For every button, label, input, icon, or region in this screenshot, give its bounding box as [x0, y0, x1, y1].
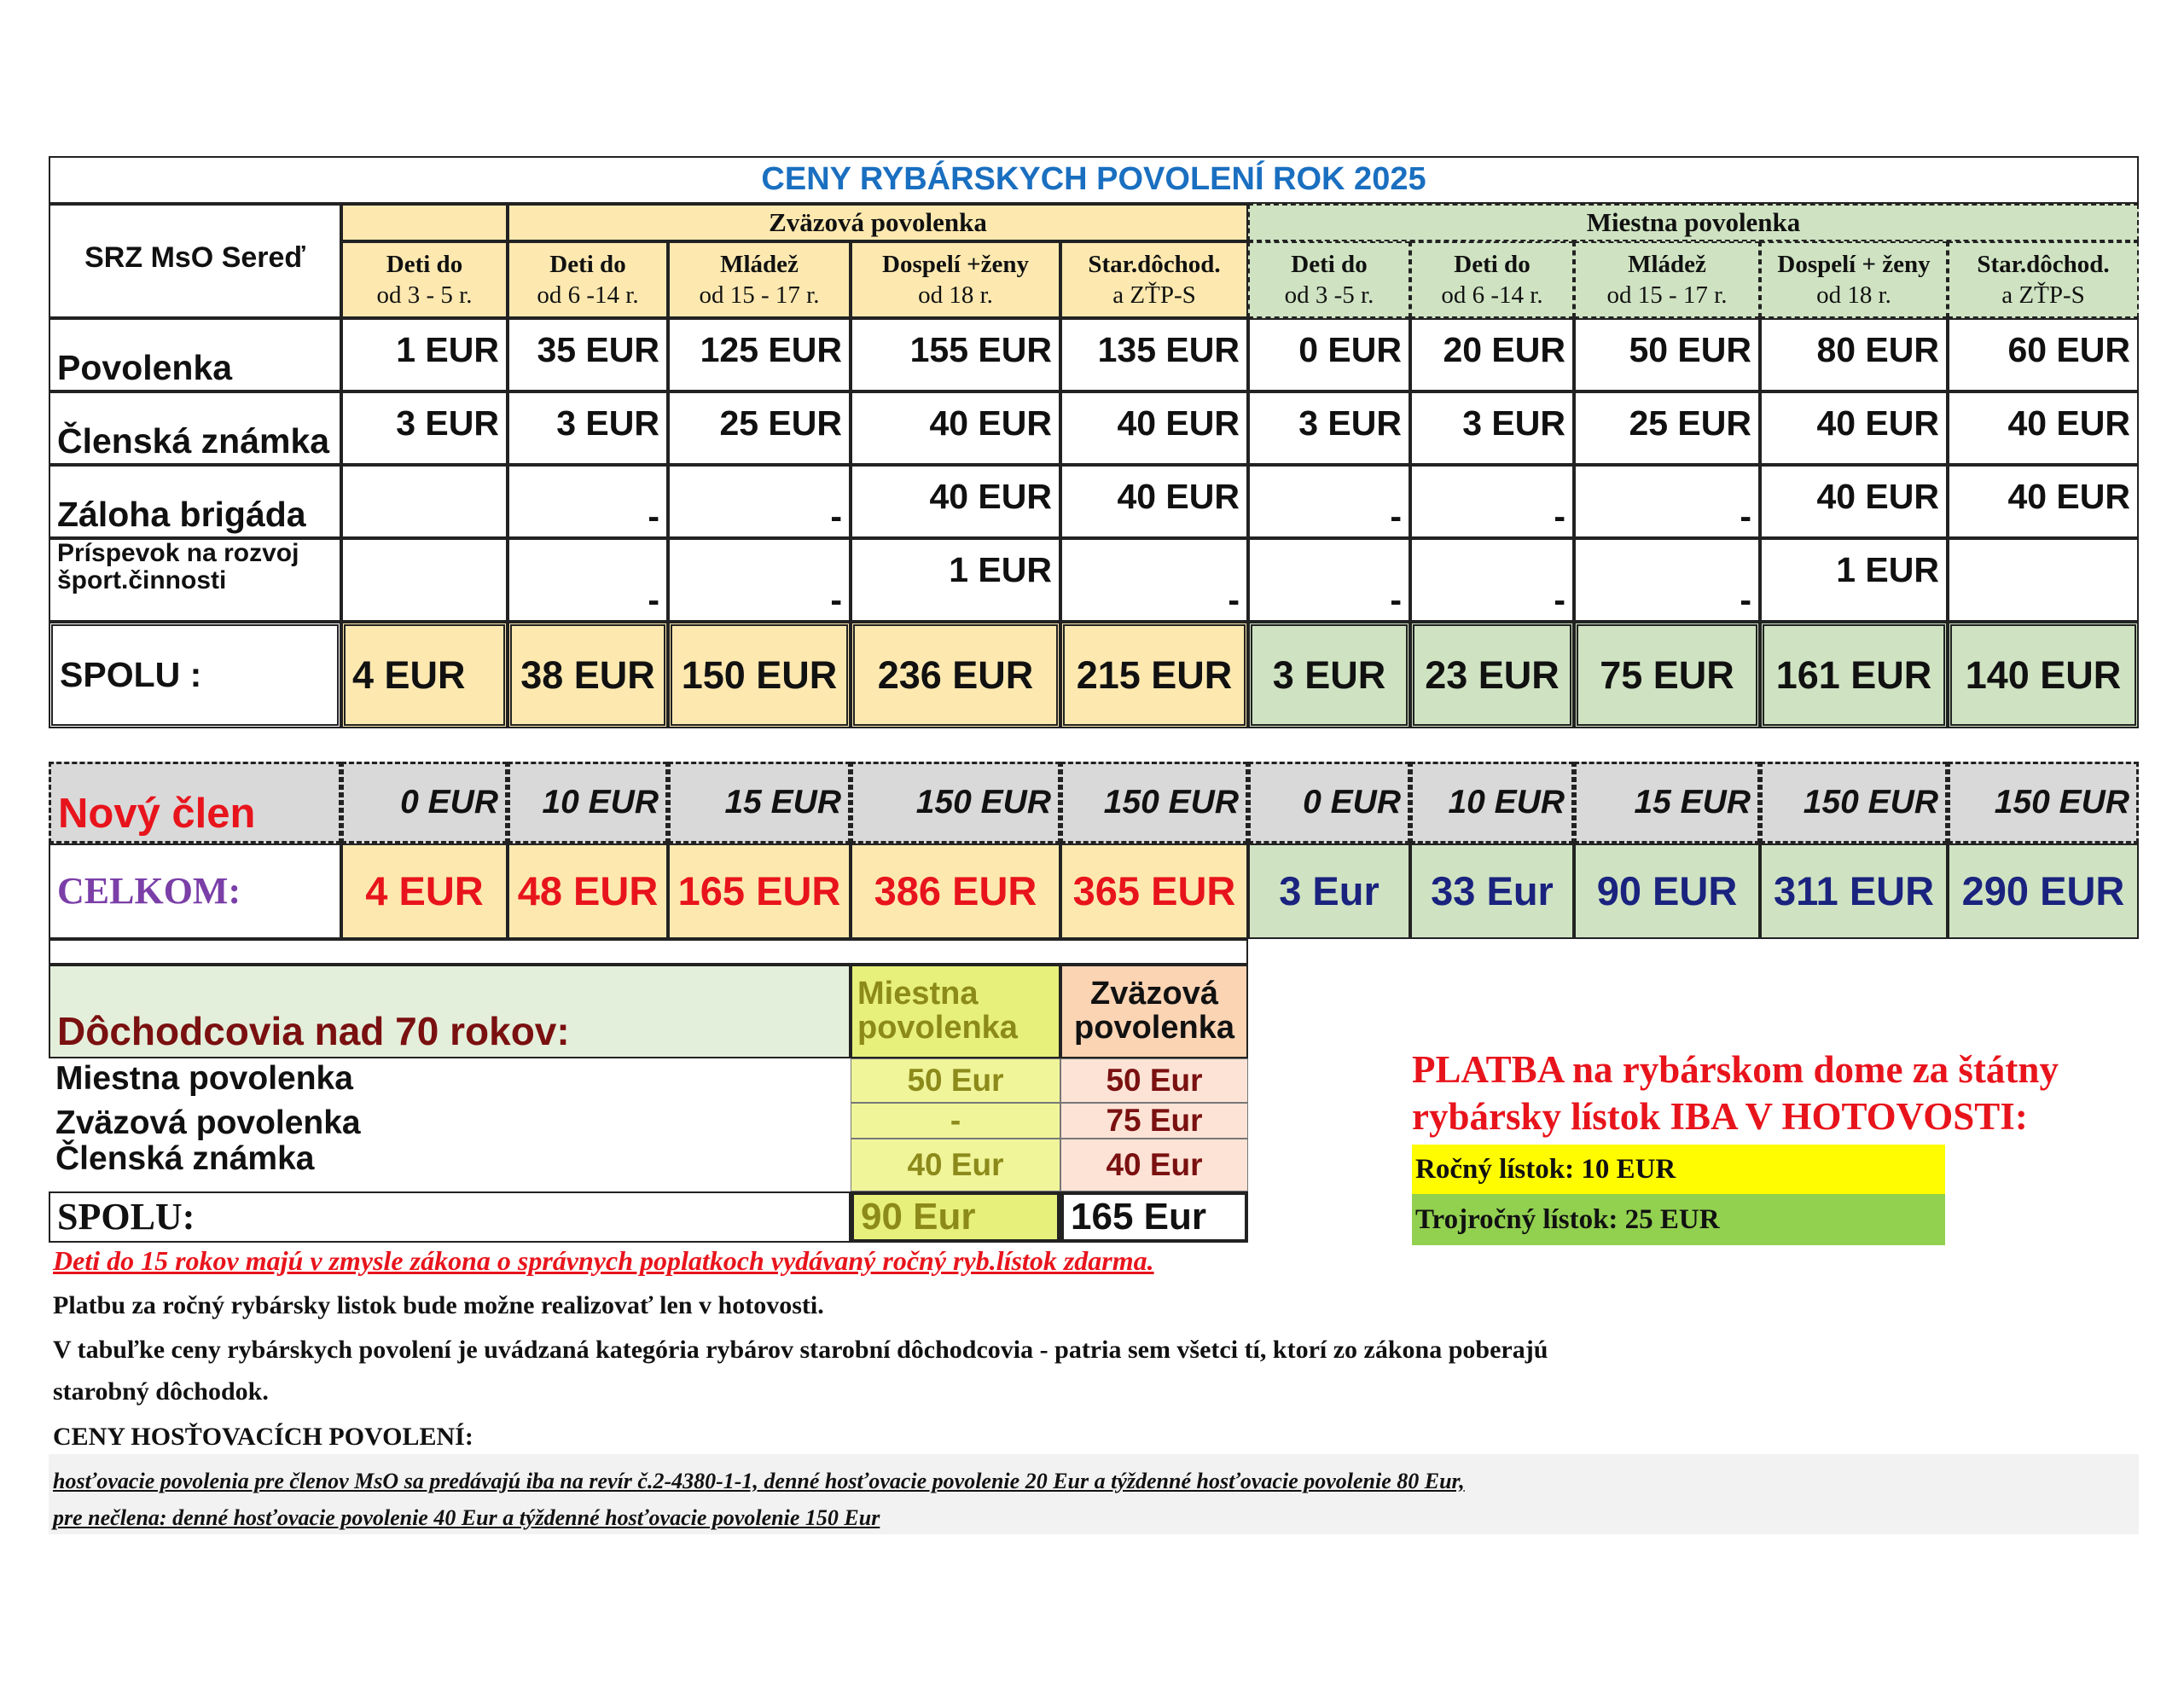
novy-clen-value-4: 150 EUR: [851, 762, 1060, 844]
spolu-value-2: 38 EUR: [508, 622, 668, 728]
novy-clen-value-1: 0 EUR: [341, 762, 508, 844]
row-2-value-5: 40 EUR: [1060, 391, 1248, 465]
spolu-value-5: 215 EUR: [1060, 622, 1248, 728]
category-header-5-line-2: a ZŤP-S: [1112, 281, 1196, 309]
celkom-value-1: 4 EUR: [341, 844, 508, 939]
category-header-10-line-2: a ZŤP-S: [2001, 281, 2085, 309]
celkom-value-8: 90 EUR: [1574, 844, 1760, 939]
celkom-value-3: 165 EUR: [668, 844, 851, 939]
seniors-total-label: SPOLU:: [49, 1191, 851, 1243]
seniors-col-zvazova-line-1: Zväzová: [1090, 976, 1218, 1012]
seniors-row-zvazova-3: 40 Eur: [1060, 1139, 1248, 1191]
row-1-value-6: 0 EUR: [1248, 318, 1410, 391]
seniors-row-zvazova-2: 75 Eur: [1060, 1103, 1248, 1139]
row-2-value-8: 25 EUR: [1574, 391, 1760, 465]
row-1-value-1: 1 EUR: [341, 318, 508, 391]
seniors-row-label-3: Členská známka: [55, 1140, 315, 1177]
row-2-value-9: 40 EUR: [1760, 391, 1948, 465]
seniors-row-label-2: Zväzová povolenka: [55, 1104, 361, 1141]
row-4-value-9: 1 EUR: [1760, 538, 1948, 622]
category-header-4-line-1: Dospelí +ženy: [882, 250, 1029, 278]
category-header-1: [341, 241, 508, 318]
spolu-value-7: 23 EUR: [1410, 622, 1574, 728]
note-platbu: Platbu za ročný rybársky listok bude možne realizovať len v hotovosti.: [53, 1291, 824, 1319]
row-1-value-4: 155 EUR: [851, 318, 1060, 391]
row-label-1: Povolenka: [49, 318, 341, 391]
spolu-value-1: 4 EUR: [341, 622, 508, 728]
celkom-value-5: 365 EUR: [1060, 844, 1248, 939]
spolu-value-4: 236 EUR: [851, 622, 1060, 728]
row-4-value-1: [341, 538, 508, 622]
row-1-value-9: 80 EUR: [1760, 318, 1948, 391]
celkom-value-4: 386 EUR: [851, 844, 1060, 939]
row-3-value-6: -: [1248, 465, 1410, 538]
seniors-col-miestna-line-2: povolenka: [857, 1010, 1018, 1046]
row-3-value-4: 40 EUR: [851, 465, 1060, 538]
seniors-total-miestna: 90 Eur: [851, 1191, 1060, 1243]
category-header-2: [508, 241, 668, 318]
row-1-value-2: 35 EUR: [508, 318, 668, 391]
novy-clen-label: Nový člen: [49, 762, 341, 844]
category-header-8-line-1: Mládež: [1628, 250, 1706, 278]
category-header-5-line-1: Star.dôchod.: [1088, 250, 1221, 278]
category-header-3: [668, 241, 851, 318]
row-4-value-10: [1948, 538, 2139, 622]
category-header-7-line-1: Deti do: [1454, 250, 1531, 278]
novy-clen-value-10: 150 EUR: [1948, 762, 2139, 844]
novy-clen-value-5: 150 EUR: [1060, 762, 1248, 844]
row-label-4: [49, 538, 341, 622]
row-label-3: Záloha brigáda: [49, 465, 341, 538]
novy-clen-value-8: 15 EUR: [1574, 762, 1760, 844]
row-4-value-3: -: [668, 538, 851, 622]
row-4-value-7: -: [1410, 538, 1574, 622]
seniors-row-miestna-2: -: [851, 1103, 1060, 1139]
group-miestna: Miestna povolenka: [1248, 204, 2139, 241]
header-spacer: [341, 204, 508, 241]
spolu-value-6: 3 EUR: [1248, 622, 1410, 728]
category-header-2-line-2: od 6 -14 r.: [537, 281, 639, 309]
note-tabulka-1: V tabuľke ceny rybárskych povolení je uvádzaná kategória rybárov starobní dôchodcovia - patria sem všetci tí, ktorí zo zákona poberajú: [53, 1336, 1548, 1364]
category-header-8-line-2: od 15 - 17 r.: [1606, 281, 1728, 309]
seniors-col-zvazova: [1060, 965, 1248, 1058]
category-header-5: [1060, 241, 1248, 318]
row-2-value-7: 3 EUR: [1410, 391, 1574, 465]
spolu-value-10: 140 EUR: [1948, 622, 2139, 728]
row-2-value-2: 3 EUR: [508, 391, 668, 465]
note-deti: Deti do 15 rokov majú v zmysle zákona o správnych poplatkoch vydávaný ročný ryb.lístok zdarma.: [53, 1245, 1154, 1276]
row-label-4-line-1: Príspevok na rozvoj: [57, 539, 299, 567]
novy-clen-value-9: 150 EUR: [1760, 762, 1948, 844]
celkom-label: CELKOM:: [49, 844, 341, 939]
org-label: SRZ MsO Sereď: [49, 204, 341, 318]
spolu-label: SPOLU :: [49, 622, 341, 728]
row-3-value-9: 40 EUR: [1760, 465, 1948, 538]
row-2-value-1: 3 EUR: [341, 391, 508, 465]
category-header-4-line-2: od 18 r.: [918, 281, 993, 309]
platba-rocny: Ročný lístok: 10 EUR: [1412, 1145, 1945, 1194]
category-header-2-line-1: Deti do: [549, 250, 626, 278]
category-header-10-line-1: Star.dôchod.: [1977, 250, 2110, 278]
category-header-7-line-2: od 6 -14 r.: [1441, 281, 1543, 309]
spolu-value-9: 161 EUR: [1760, 622, 1948, 728]
platba-line-1: PLATBA na rybárskom dome za štátny: [1412, 1048, 2059, 1091]
seniors-total-zvazova: 165 Eur: [1060, 1191, 1248, 1243]
novy-clen-value-7: 10 EUR: [1410, 762, 1574, 844]
seniors-row-miestna-1: 50 Eur: [851, 1058, 1060, 1103]
row-1-value-8: 50 EUR: [1574, 318, 1760, 391]
spolu-value-8: 75 EUR: [1574, 622, 1760, 728]
seniors-spacer: [49, 939, 1248, 965]
row-3-value-1: [341, 465, 508, 538]
category-header-7: [1410, 241, 1574, 318]
celkom-value-7: 33 Eur: [1410, 844, 1574, 939]
row-4-value-8: -: [1574, 538, 1760, 622]
spolu-value-3: 150 EUR: [668, 622, 851, 728]
row-2-value-3: 25 EUR: [668, 391, 851, 465]
note-hostovacie-1: hosťovacie povolenia pre členov MsO sa predávajú iba na revír č.2-4380-1-1, denné hosťovacie povolenie 20 Eur a týždenné hosťovacie povolenie 80 Eur,: [53, 1469, 1465, 1493]
seniors-col-miestna-line-1: Miestna: [857, 976, 979, 1012]
note-hostovacie-2: pre nečlena: denné hosťovacie povolenie 40 Eur a týždenné hosťovacie povolenie 150 Eur: [53, 1505, 880, 1530]
novy-clen-value-2: 10 EUR: [508, 762, 668, 844]
celkom-value-10: 290 EUR: [1948, 844, 2139, 939]
row-4-value-6: -: [1248, 538, 1410, 622]
row-label-4-line-2: šport.činnosti: [57, 565, 227, 594]
celkom-value-6: 3 Eur: [1248, 844, 1410, 939]
seniors-col-zvazova-line-2: povolenka: [1074, 1010, 1234, 1046]
novy-clen-value-6: 0 EUR: [1248, 762, 1410, 844]
row-1-value-3: 125 EUR: [668, 318, 851, 391]
category-header-9-line-1: Dospelí + ženy: [1777, 250, 1931, 278]
category-header-8: [1574, 241, 1760, 318]
category-header-6-line-2: od 3 -5 r.: [1284, 281, 1374, 309]
celkom-value-9: 311 EUR: [1760, 844, 1948, 939]
seniors-row-zvazova-1: 50 Eur: [1060, 1058, 1248, 1103]
row-4-value-4: 1 EUR: [851, 538, 1060, 622]
seniors-col-miestna: [851, 965, 1060, 1058]
seniors-row-miestna-3: 40 Eur: [851, 1139, 1060, 1191]
row-4-value-5: -: [1060, 538, 1248, 622]
row-1-value-10: 60 EUR: [1948, 318, 2139, 391]
group-zvazova: Zväzová povolenka: [508, 204, 1248, 241]
category-header-6-line-1: Deti do: [1291, 250, 1368, 278]
note-tabulka-2: starobný dôchodok.: [53, 1377, 269, 1406]
platba-trojrocny: Trojročný lístok: 25 EUR: [1412, 1194, 1945, 1245]
row-3-value-3: -: [668, 465, 851, 538]
row-3-value-5: 40 EUR: [1060, 465, 1248, 538]
row-1-value-7: 20 EUR: [1410, 318, 1574, 391]
category-header-9: [1760, 241, 1948, 318]
celkom-value-2: 48 EUR: [508, 844, 668, 939]
sheet-title: CENY RYBÁRSKYCH POVOLENÍ ROK 2025: [49, 156, 2139, 204]
category-header-3-line-2: od 15 - 17 r.: [699, 281, 820, 309]
row-3-value-7: -: [1410, 465, 1574, 538]
category-header-3-line-1: Mládež: [720, 250, 799, 278]
seniors-row-label-1: Miestna povolenka: [55, 1060, 353, 1097]
platba-line-2: rybársky lístok IBA V HOTOVOSTI:: [1412, 1095, 2028, 1138]
category-header-6: [1248, 241, 1410, 318]
row-4-value-2: -: [508, 538, 668, 622]
category-header-1-line-2: od 3 - 5 r.: [376, 281, 473, 309]
row-3-value-2: -: [508, 465, 668, 538]
row-3-value-10: 40 EUR: [1948, 465, 2139, 538]
category-header-10: [1948, 241, 2139, 318]
category-header-1-line-1: Deti do: [386, 250, 463, 278]
category-header-4: [851, 241, 1060, 318]
seniors-heading: Dôchodcovia nad 70 rokov:: [49, 965, 851, 1058]
row-2-value-6: 3 EUR: [1248, 391, 1410, 465]
row-1-value-5: 135 EUR: [1060, 318, 1248, 391]
novy-clen-value-3: 15 EUR: [668, 762, 851, 844]
row-2-value-4: 40 EUR: [851, 391, 1060, 465]
row-2-value-10: 40 EUR: [1948, 391, 2139, 465]
row-3-value-8: -: [1574, 465, 1760, 538]
note-hostovacie-heading: CENY HOSŤOVACÍCH POVOLENÍ:: [53, 1423, 473, 1451]
category-header-9-line-2: od 18 r.: [1816, 281, 1891, 309]
row-label-2: Členská známka: [49, 391, 341, 465]
